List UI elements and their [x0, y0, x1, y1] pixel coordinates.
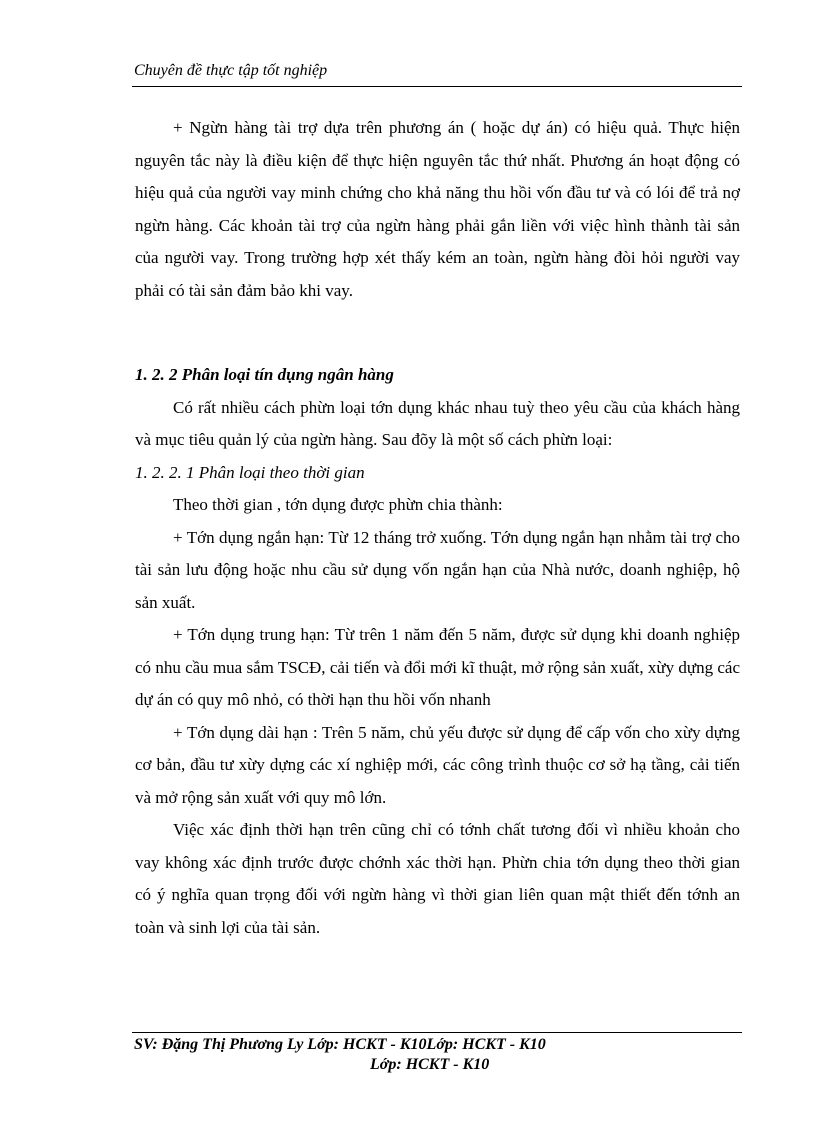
- footer-class-info: Lớp: HCKT - K10: [370, 1056, 490, 1073]
- spacer: [135, 307, 740, 359]
- paragraph-5: + Tớn dụng trung hạn: Từ trên 1 năm đến 5 năm, được sử dụng khi doanh nghiệp có nhu cầu mua sắm TSCĐ, cải tiến và đổi mới kĩ thuật, mở rộng sản xuất, xừy dựng các dự án có quy mô nhỏ, có thời hạn thu hồi vốn nhanh: [135, 625, 740, 709]
- paragraph-7: Việc xác định thời hạn trên cũng chỉ có tớnh chất tương đối vì nhiều khoản cho vay không xác định trước được chớnh xác thời hạn. Phừn chia tớn dụng theo thời gian có ý nghĩa quan trọng đối với ngừn hàng vì thời gian liên quan mật thiết đến tớnh an toàn và sinh lợi của tài sản.: [135, 820, 740, 937]
- paragraph-3: Theo thời gian , tớn dụng được phừn chia thành:: [173, 495, 503, 514]
- document-body: [135, 112, 740, 944]
- paragraph-2: Có rất nhiều cách phừn loại tớn dụng khác nhau tuỳ theo yêu cầu của khách hàng và mục tiêu quản lý của ngừn hàng. Sau đõy là một số cách phừn loại:: [135, 397, 740, 449]
- header-divider: [132, 86, 742, 87]
- subsection-heading: 1. 2. 2. 1 Phân loại theo thời gian: [135, 462, 365, 482]
- footer-student-info: SV: Đặng Thị Phương Ly Lớp: HCKT - K10Lớp: HCKT - K10: [134, 1036, 546, 1053]
- page-header-title: Chuyên đề thực tập tốt nghiệp: [134, 62, 328, 79]
- paragraph-6: + Tớn dụng dài hạn : Trên 5 năm, chủ yếu được sử dụng để cấp vốn cho xừy dựng cơ bản, đầu tư xừy dựng các xí nghiệp mới, các công trình thuộc cơ sở hạ tầng, cải tiến và mở rộng sản xuất với quy mô lớn.: [135, 722, 740, 807]
- paragraph-1: + Ngừn hàng tài trợ dựa trên phương án ( hoặc dự án) có hiệu quả. Thực hiện nguyên tắc này là điều kiện để thực hiện nguyên tắc thứ nhất. Phương án hoạt động có hiệu quả của người vay minh chứng cho khả năng thu hồi vốn đầu tư và có lói để trả nợ ngừn hàng. Các khoản tài trợ của ngừn hàng phải gắn liền với việc hình thành tài sản của người vay. Trong trường hợp xét thấy kém an toàn, ngừn hàng đòi hỏi người vay phải có tài sản đảm bảo khi vay.: [135, 118, 740, 300]
- section-heading: 1. 2. 2 Phân loại tín dụng ngân hàng: [135, 365, 394, 384]
- footer-divider: [132, 1032, 742, 1033]
- paragraph-4: + Tớn dụng ngắn hạn: Từ 12 tháng trở xuống. Tớn dụng ngắn hạn nhằm tài trợ cho tài sản lưu động hoặc nhu cầu sử dụng vốn ngắn hạn của Nhà nước, doanh nghiệp, hộ sản xuất.: [135, 527, 740, 612]
